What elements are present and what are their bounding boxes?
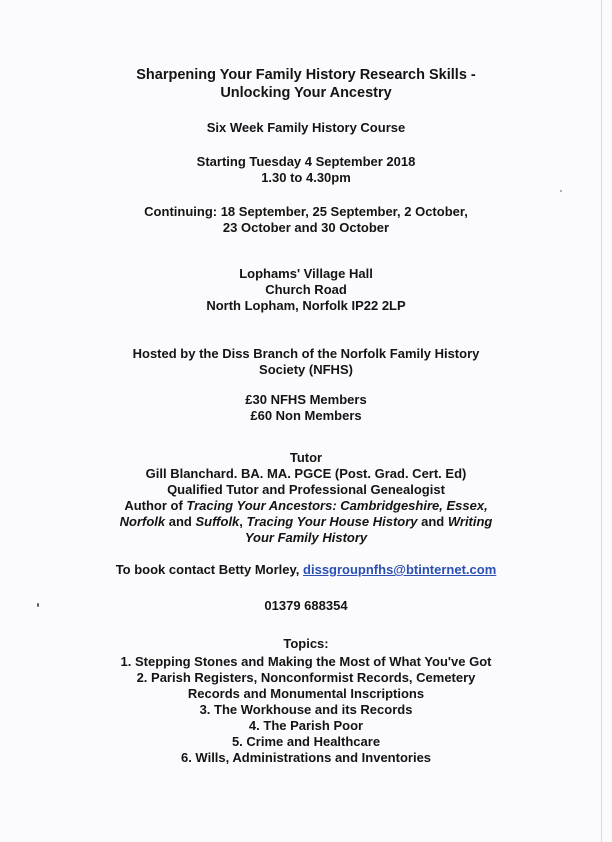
host-info [30,346,582,378]
venue-line-1: Lophams' Village Hall [239,266,373,281]
venue [30,266,582,314]
course-name: Six Week Family History Course [206,120,406,135]
topic-item: 3. The Workhouse and its Records [199,702,413,717]
tutor-heading: Tutor [289,450,323,465]
topic-item: Records and Monumental Inscriptions [187,686,425,701]
phone-number: 01379 688354 [264,598,348,613]
title-line-2: Unlocking Your Ancestry [220,85,392,101]
host-line-1: Hosted by the Diss Branch of the Norfolk Family History [132,346,480,361]
price-non-members: £60 Non Members [250,408,362,423]
scan-speck [37,603,39,607]
book-title-3b: Your Family History [244,530,368,545]
tutor-author-line-3 [30,530,582,546]
tutor-info [30,450,582,546]
continuing-line-2: 23 October and 30 October [222,220,390,235]
scan-speck [560,190,562,192]
book-title-2: Tracing Your House History [246,514,418,529]
venue-line-3: North Lopham, Norfolk IP22 2LP [206,298,406,313]
flyer-title [30,66,582,102]
topics-list [30,654,582,766]
start-line-1: Starting Tuesday 4 September 2018 [196,154,416,169]
start-date [30,154,582,186]
tutor-role: Qualified Tutor and Professional Genealogist [167,482,445,497]
title-line-1: Sharpening Your Family History Research Skills - [136,67,476,83]
price-members: £30 NFHS Members [245,392,367,407]
booking-text: To book contact Betty Morley, [115,562,304,577]
book-title-1c: Suffolk [195,514,240,529]
booking-contact [30,562,582,578]
author-prefix: Author of [124,498,187,513]
continuing-dates [30,204,582,236]
and-word-2: and [417,514,448,529]
prices [30,392,582,424]
topic-item: 1. Stepping Stones and Making the Most of What You've Got [120,654,492,669]
tutor-author-line-2 [30,514,582,530]
topic-item: 6. Wills, Administrations and Inventories [180,750,432,765]
and-word-1: and [165,514,196,529]
topic-item: 2. Parish Registers, Nonconformist Records, Cemetery [136,670,476,685]
booking-email-link[interactable]: dissgroupnfhs@btinternet.com [303,562,497,577]
paper-edge [601,0,602,842]
topic-item: 5. Crime and Healthcare [231,734,381,749]
flyer-body [30,66,582,766]
book-title-3a: Writing [447,514,493,529]
book-title-1a: Tracing Your Ancestors: Cambridgeshire, Essex, [186,498,488,513]
separator: , [239,514,247,529]
tutor-name: Gill Blanchard. BA. MA. PGCE (Post. Grad. Cert. Ed) [145,466,467,481]
topics-section [30,636,582,766]
continuing-line-1: Continuing: 18 September, 25 September, 2 October, [144,204,468,219]
venue-line-2: Church Road [265,282,347,297]
topic-item: 4. The Parish Poor [248,718,364,733]
start-line-2: 1.30 to 4.30pm [261,170,351,185]
topics-heading: Topics: [283,636,329,651]
book-title-1b: Norfolk [119,514,166,529]
tutor-author-line-1 [30,498,582,514]
host-line-2: Society (NFHS) [259,362,353,377]
